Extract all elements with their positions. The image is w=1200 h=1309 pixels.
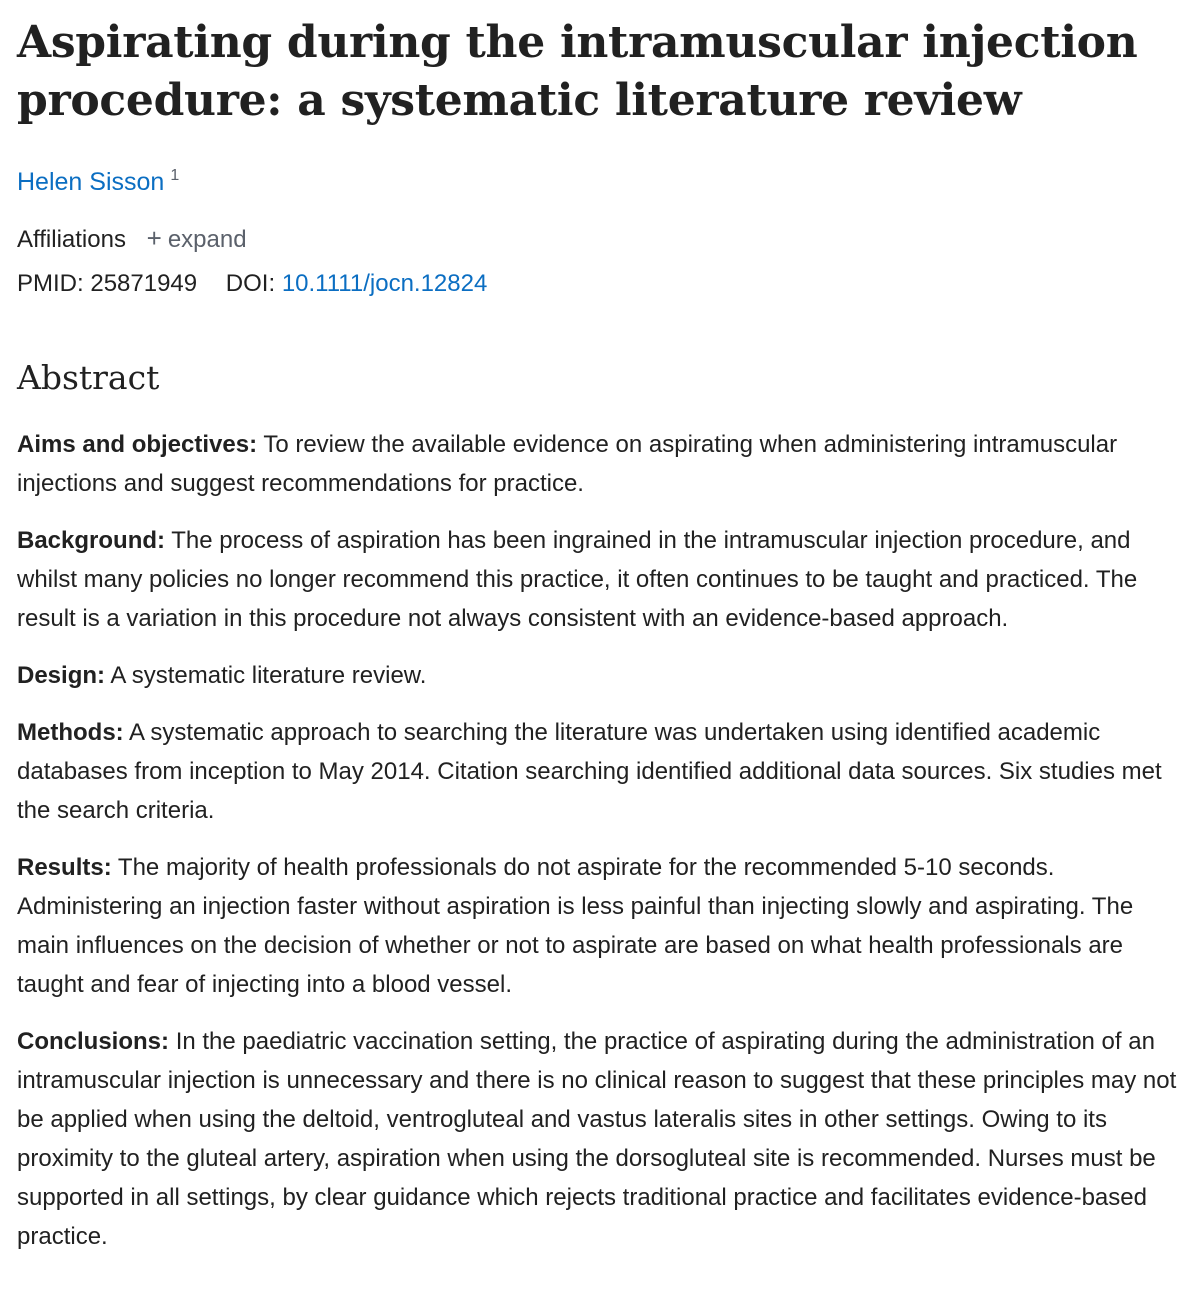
affiliations-label: Affiliations	[17, 226, 126, 253]
author-link[interactable]: Helen Sisson	[17, 168, 165, 196]
abstract-body	[17, 425, 1187, 1256]
abstract-section-results	[17, 848, 1187, 1004]
abstract-section-aims	[17, 425, 1187, 503]
section-text: To review the available evidence on aspirating when administering intramuscular injections and suggest recommendations for practice.	[17, 431, 1118, 498]
section-text: In the paediatric vaccination setting, the practice of aspirating during the administration of an intramuscular injection is unnecessary and there is no clinical reason to suggest that these principles may not be applied when using the deltoid, ventrogluteal and vastus lateralis sites in other settings. Owing to its proximity to the gluteal artery, aspiration when using the dorsogluteal site is recommended. Nurses must be supported in all settings, by clear guidance which rejects traditional practice and facilitates evidence-based practice.	[17, 1028, 1177, 1251]
section-text: The majority of health professionals do not aspirate for the recommended 5-10 seconds. Administering an injection faster without aspiration is less painful than injecting slowly and aspirating. The main influences on the decision of whether or not to aspirate are based on what health professionals are taught and fear of injecting into a blood vessel.	[17, 854, 1134, 999]
pmid-value: 25871949	[90, 270, 198, 297]
section-label: Design:	[17, 662, 106, 690]
abstract-section-background	[17, 521, 1187, 638]
section-label: Aims and objectives:	[17, 431, 258, 459]
affiliation-ref[interactable]: 1	[170, 167, 180, 184]
doi-label: DOI:	[225, 270, 276, 297]
section-label: Conclusions:	[17, 1028, 170, 1056]
abstract-section-conclusions	[17, 1022, 1187, 1256]
expand-label: expand	[167, 226, 247, 253]
identifiers-row	[17, 268, 1187, 300]
section-label: Methods:	[17, 719, 124, 747]
section-label: Background:	[17, 527, 166, 555]
section-text: A systematic literature review.	[110, 662, 427, 690]
section-label: Results:	[17, 854, 112, 882]
author-list	[17, 166, 1187, 198]
section-text: A systematic approach to searching the literature was undertaken using identified academic databases from inception to May 2014. Citation searching identified additional data sources. Six studies met the search criteria.	[17, 719, 1162, 825]
abstract-section-design	[17, 656, 1187, 695]
article-title: Aspirating during the intramuscular injection procedure: a systematic literature review	[17, 17, 1138, 126]
affiliations-row	[17, 222, 1187, 256]
doi-link[interactable]: 10.1111/jocn.12824	[281, 270, 488, 297]
affiliations-expand-button[interactable]	[146, 223, 247, 253]
pmid-label: PMID:	[17, 270, 84, 297]
abstract-section-methods	[17, 713, 1187, 830]
plus-icon: +	[146, 223, 162, 253]
section-text: The process of aspiration has been ingrained in the intramuscular injection procedure, and whilst many policies no longer recommend this practice, it often continues to be taught and practiced. The result is a variation in this procedure not always consistent with an evidence-based approach.	[17, 527, 1138, 633]
abstract-heading: Abstract	[17, 358, 160, 397]
article-page	[17, 0, 1187, 1256]
